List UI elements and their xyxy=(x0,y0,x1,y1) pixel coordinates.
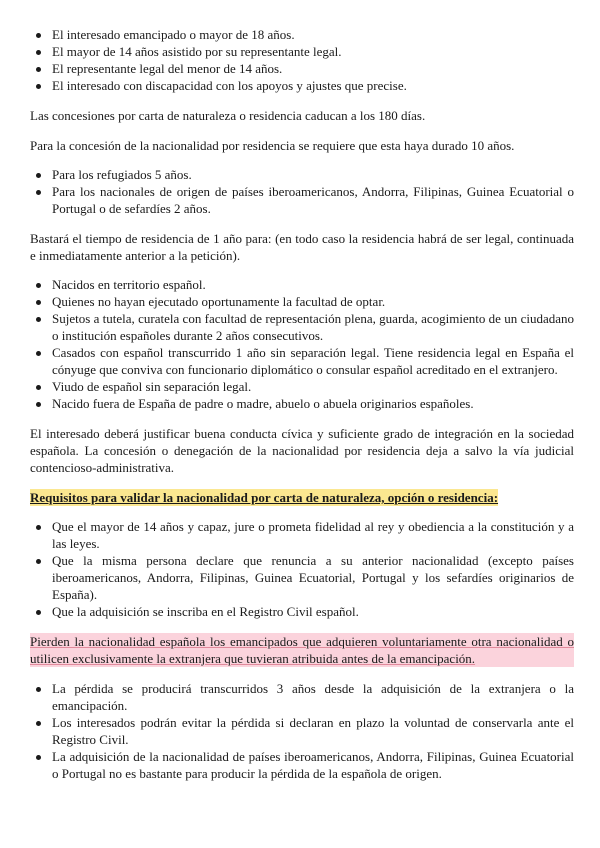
heading-requisitos: Requisitos para validar la nacionalidad por carta de naturaleza, opción o residencia: xyxy=(30,490,499,505)
list-item: Nacido fuera de España de padre o madre, abuelo o abuela originarios españoles. xyxy=(30,395,574,412)
list-item: El representante legal del menor de 14 años. xyxy=(30,60,574,77)
pierden-text: Pierden la nacionalidad española los emancipados que adquieren voluntariamente otra nacionalidad o utilicen exclusivamente la extranjera que tuvieran atribuida antes de la emancipación. xyxy=(30,634,574,666)
paragraph-pierden xyxy=(30,633,574,667)
list-item: La adquisición de la nacionalidad de países iberoamericanos, Andorra, Filipinas, Guinea Ecuatorial o Portugal no es bastante para producir la pérdida de la española de origen. xyxy=(30,748,574,782)
list-item: La pérdida se producirá transcurridos 3 años desde la adquisición de la extranjera o la emancipación. xyxy=(30,680,574,714)
section-heading xyxy=(30,489,574,506)
document-page xyxy=(30,26,574,782)
list-interesados xyxy=(30,26,574,94)
list-item: Que la misma persona declare que renuncia a su anterior nacionalidad (excepto países iberoamericanos, Andorra, Filipinas, Guinea Ecuatorial, Portugal y los sefardíes originarios de España). xyxy=(30,552,574,603)
list-item: El interesado emancipado o mayor de 18 años. xyxy=(30,26,574,43)
list-item: Sujetos a tutela, curatela con facultad de representación plena, guarda, acogimiento de un ciudadano o institución españoles durante 2 años consecutivos. xyxy=(30,310,574,344)
list-perdida xyxy=(30,680,574,782)
paragraph-conducta: El interesado deberá justificar buena conducta cívica y suficiente grado de integración en la sociedad española. La concesión o denegación de la nacionalidad por residencia deja a salvo la vía judicial contencioso-administrativa. xyxy=(30,426,574,475)
list-item: Nacidos en territorio español. xyxy=(30,276,574,293)
list-item: El interesado con discapacidad con los apoyos y ajustes que precise. xyxy=(30,77,574,94)
list-item: Quienes no hayan ejecutado oportunamente la facultad de optar. xyxy=(30,293,574,310)
list-item: El mayor de 14 años asistido por su representante legal. xyxy=(30,43,574,60)
list-item: Para los refugiados 5 años. xyxy=(30,166,574,183)
paragraph-un-ano: Bastará el tiempo de residencia de 1 año para: (en todo caso la residencia habrá de ser legal, continuada e inmediatamente anterior a la petición). xyxy=(30,231,574,263)
list-un-ano xyxy=(30,276,574,412)
list-requisitos xyxy=(30,518,574,620)
list-plazos xyxy=(30,166,574,217)
paragraph-caducidad: Las concesiones por carta de naturaleza o residencia caducan a los 180 días. xyxy=(30,108,426,123)
paragraph-residencia: Para la concesión de la nacionalidad por residencia se requiere que esta haya durado 10 años. xyxy=(30,138,515,153)
list-item: Que la adquisición se inscriba en el Registro Civil español. xyxy=(30,603,574,620)
list-item: Viudo de español sin separación legal. xyxy=(30,378,574,395)
list-item: Casados con español transcurrido 1 año sin separación legal. Tiene residencia legal en España el cónyuge que conviva con funcionario diplomático o consular español acreditado en el extranjero. xyxy=(30,344,574,378)
list-item: Los interesados podrán evitar la pérdida si declaran en plazo la voluntad de conservarla ante el Registro Civil. xyxy=(30,714,574,748)
list-item: Para los nacionales de origen de países iberoamericanos, Andorra, Filipinas, Guinea Ecuatorial o Portugal o de sefardíes 2 años. xyxy=(30,183,574,217)
list-item: Que el mayor de 14 años y capaz, jure o prometa fidelidad al rey y obediencia a la constitución y a las leyes. xyxy=(30,518,574,552)
